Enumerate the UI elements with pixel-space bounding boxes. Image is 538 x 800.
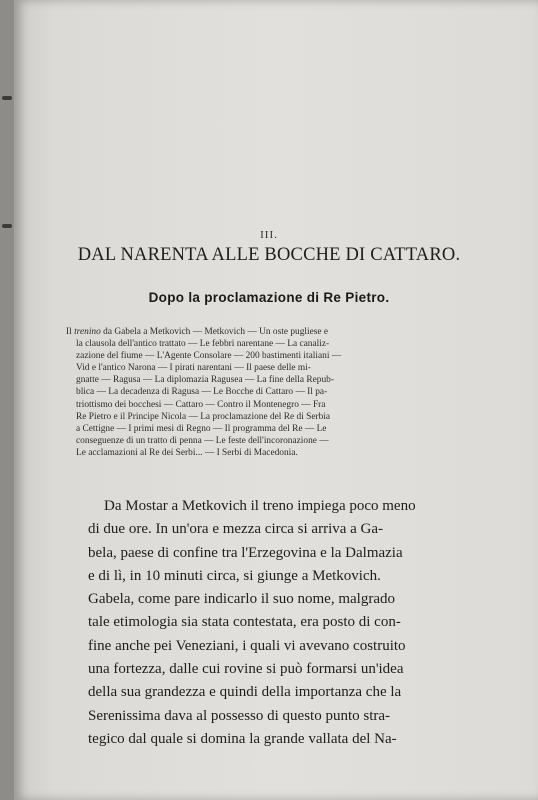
- binding-mark: [2, 224, 12, 228]
- summary-line: Le acclamazioni al Re dei Serbi... — I Serbi di Macedonia.: [76, 447, 298, 458]
- chapter-number: III.: [260, 229, 278, 241]
- summary-rest: da Gabela a Metkovich — Metkovich — Un oste pugliese e: [100, 327, 329, 337]
- summary-line: [66, 326, 460, 338]
- summary-italic: trenino: [74, 327, 101, 337]
- summary-line: blica — La decadenza di Ragusa — Le Bocche di Cattaro — Il pa-: [76, 387, 328, 398]
- body-line: Da Mostar a Metkovich il treno impiega poco meno: [104, 498, 416, 514]
- body-line: tegico dal quale si domina la grande vallata del Na-: [88, 730, 397, 747]
- body-line: di due ore. In un'ora e mezza circa si arriva a Ga-: [88, 521, 384, 538]
- summary-line: la clausola dell'antico trattato — Le febbri narentane — La canaliz-: [76, 339, 330, 350]
- summary-line: triottismo dei bocchesi — Cattaro — Contro il Montenegro — Fra: [76, 399, 326, 410]
- section-title: Dopo la proclamazione di Re Pietro.: [148, 290, 390, 305]
- body-line: bela, paese di confine tra l'Erzegovina e la Dalmazia: [88, 544, 403, 561]
- body-line: una fortezza, dalle cui rovine si può formarsi un'idea: [88, 661, 404, 678]
- summary-line: a Cettigne — I primi mesi di Regno — Il programma del Re — Le: [76, 423, 327, 434]
- body-line: della sua grandezza e quindi della importanza che la: [88, 684, 402, 701]
- summary-lead: Il: [66, 327, 75, 337]
- body-line: fine anche pei Veneziani, i quali vi avevano costruito: [88, 637, 406, 654]
- summary-line: zazione del fiume — L'Agente Consolare — 200 bastimenti italiani —: [76, 351, 342, 362]
- summary-line: Vid e l'antico Narona — I pirati narentani — Il paese delle mi-: [76, 363, 311, 374]
- chapter-title: DAL NARENTA ALLE BOCCHE DI CATTARO.: [77, 245, 461, 265]
- body-line: Gabela, come pare indicarlo il suo nome, malgrado: [88, 591, 395, 608]
- summary-line: Re Pietro e il Principe Nicola — La proclamazione del Re di Serbia: [76, 411, 331, 422]
- body-text: [88, 495, 460, 751]
- body-line: tale etimologia sia stata contestata, era posto di con-: [88, 614, 401, 631]
- summary-line: conseguenze di un tratto di penna — Le feste dell'incoronazione —: [76, 435, 329, 446]
- summary-line: gnatte — Ragusa — La diplomazia Ragusea — La fine della Repub-: [76, 375, 334, 386]
- body-line: e di lì, in 10 minuti circa, si giunge a Metkovich.: [88, 567, 381, 584]
- chapter-summary: [66, 326, 460, 459]
- binding-mark: [2, 96, 12, 100]
- body-line: Serenissima dava al possesso di questo punto stra-: [88, 707, 391, 724]
